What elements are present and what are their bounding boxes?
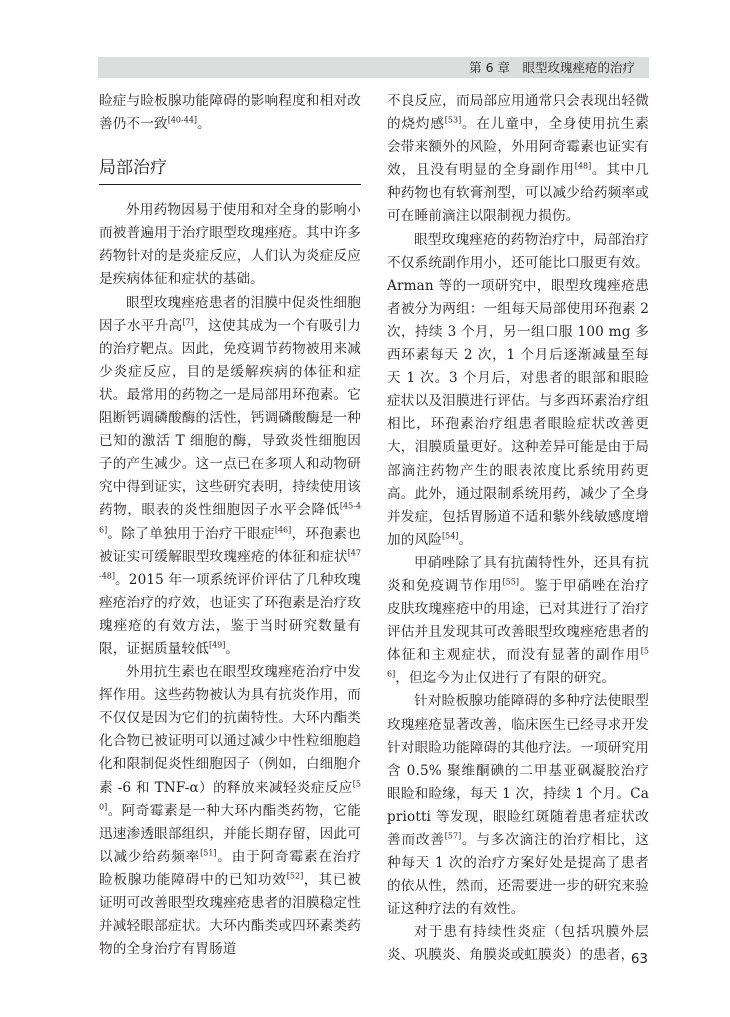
citation: [52] xyxy=(286,871,304,881)
paragraph-meibomian-therapy: 针对睑板腺功能障碍的多种疗法使眼型玫瑰痤疮显著改善，临床医生已经寻求开发针对眼睑功能障碍的其他疗法。一项研究用含 0.5% 聚维酮碘的二甲基亚砜凝胶治疗眼睑和睑缘，每天 1 次，持续 1 个月。Capriotti 等发现，眼睑红斑随着患者症状改善而改善[57]。与多次滴注的治疗相比，这种每天 1 次的治疗方案好处是提高了患者的依从性，然而，还需要进一步的研究来验证这种疗法的有效性。 xyxy=(387,693,649,918)
citation: [56] xyxy=(387,646,649,679)
page-number: 63 xyxy=(630,951,648,967)
paragraph-arman-study: 眼型玫瑰痤疮的药物治疗中，局部治疗不仅系统副作用小，还可能比口服更有效。Arman 等的一项研究中，眼型玫瑰痤疮患者被分为两组：一组每天局部使用环孢素 2 次，持续 3 个月，另一组口服 100 mg 多西环素每天 2 次，1 个月后逐渐减量至每天 1 次。3 个月后，对患者的眼部和眼睑症状以及泪膜进行评估。与多西环素治疗组相比，环孢素治疗组患者眼睑症状改善更大，泪膜质量更好。这种差异可能是由于局部滴注药物产生的眼表浓度比系统用药更高。此外，通过限制系统用药，减少了全身并发症，包括胃肠道不适和紫外线敏感度增加的风险[54]。 xyxy=(387,231,649,548)
citation: [55] xyxy=(502,577,519,587)
citation: [51] xyxy=(200,848,217,858)
paragraph-antibiotics: 外用抗生素也在眼型玫瑰痤疮治疗中发挥作用。这些药物被认为具有抗炎作用，而不仅仅是因为它们的抗菌特性。大环内酯类化合物已被证明可以通过减少中性粒细胞趋化和限制促炎性细胞因子（例如，白细胞介素 -6 和 TNF-α）的释放来减轻炎症反应[50]。阿奇霉素是一种大环内酯类药物，它能迅速渗透眼部组织，并能长期存留，因此可以减少给药频率[51]。由于阿奇霉素在治疗睑板腺功能障碍中的已知功效[52]，其已被证明可改善眼型玫瑰痤疮患者的泪膜稳定性并减轻眼部症状。大环内酯类或四环素类药物的全身治疗有胃肠道 xyxy=(99,664,361,958)
paragraph-metronidazole: 甲硝唑除了具有抗菌特性外，还具有抗炎和免疫调节作用[55]。鉴于甲硝唑在治疗皮肤玫瑰痤疮中的用途，已对其进行了治疗评估并且发现其可改善眼型玫瑰痤疮患者的体征和主观症状，而没有显著的副作用[56]，但迄今为止仅进行了有限的研究。 xyxy=(387,554,649,687)
citation: [50] xyxy=(99,779,361,812)
citation: [45-46] xyxy=(99,501,361,534)
chapter-header-bar xyxy=(98,57,649,78)
intro-paragraph: 睑症与睑板腺功能障碍的影响程度和相对改善仍不一致[40-44]。 xyxy=(99,93,361,133)
paragraph-topical-intro: 外用药物因易于使用和对全身的影响小而被普遍用于治疗眼型玫瑰痤疮。其中许多药物针对的是炎症反应，人们认为炎症反应是疾病体征和症状的基础。 xyxy=(99,202,361,288)
citation: [54] xyxy=(441,531,459,541)
citation: [47-48] xyxy=(99,548,361,581)
citation: [40-44] xyxy=(167,115,198,125)
citation: [46] xyxy=(274,524,292,534)
citation: [53] xyxy=(444,115,462,125)
left-column xyxy=(99,90,361,961)
citation: [7] xyxy=(182,317,194,327)
paragraph-cyclosporine: 眼型玫瑰痤疮患者的泪膜中促炎性细胞因子水平升高[7]，这使其成为一个有吸引力的治疗靶点。因此，免疫调节药物被用来减少炎症反应，目的是缓解疾病的体征和症状。最常用的药物之一是局部用环孢素。它阻断钙调磷酸酶的活性，钙调磷酸酶是一种已知的激活 T 细胞的酶，导致炎性细胞因子的产生减少。这一点已在多项人和动物研究中得到证实，这些研究表明，持续使用该药物，眼表的炎性细胞因子水平会降低[45-46]。除了单独用于治疗干眼症[46]，环孢素也被证实可缓解眼型玫瑰痤疮的体征和症状[47-48]。2015 年一项系统评价评估了几种玫瑰痤疮治疗的疗效，也证实了环孢素是治疗玫瑰痤疮的有效方法，鉴于当时研究数量有限，证据质量较低[49]。 xyxy=(99,294,361,657)
citation: [49] xyxy=(208,640,226,650)
right-column xyxy=(387,90,649,968)
paragraph-antibiotics-cont: 不良反应，而局部应用通常只会表现出轻微的烧灼感[53]。在儿童中，全身使用抗生素会带来额外的风险，外用阿奇霉素也证实有效，且没有明显的全身副作用[48]。其中几种药物也有软膏剂型，可以减少给药频率或可在睡前滴注以限制视力损伤。 xyxy=(387,93,649,225)
chapter-title: 第 6 章 眼型玫瑰痤疮的治疗 xyxy=(469,60,635,75)
citation: [48] xyxy=(574,161,592,171)
citation: [57] xyxy=(444,831,462,841)
paragraph-persistent-inflammation: 对于患有持续性炎症（包括巩膜外层炎、巩膜炎、角膜炎或虹膜炎）的患者， xyxy=(387,924,649,964)
section-title: 局部治疗 xyxy=(99,156,361,185)
